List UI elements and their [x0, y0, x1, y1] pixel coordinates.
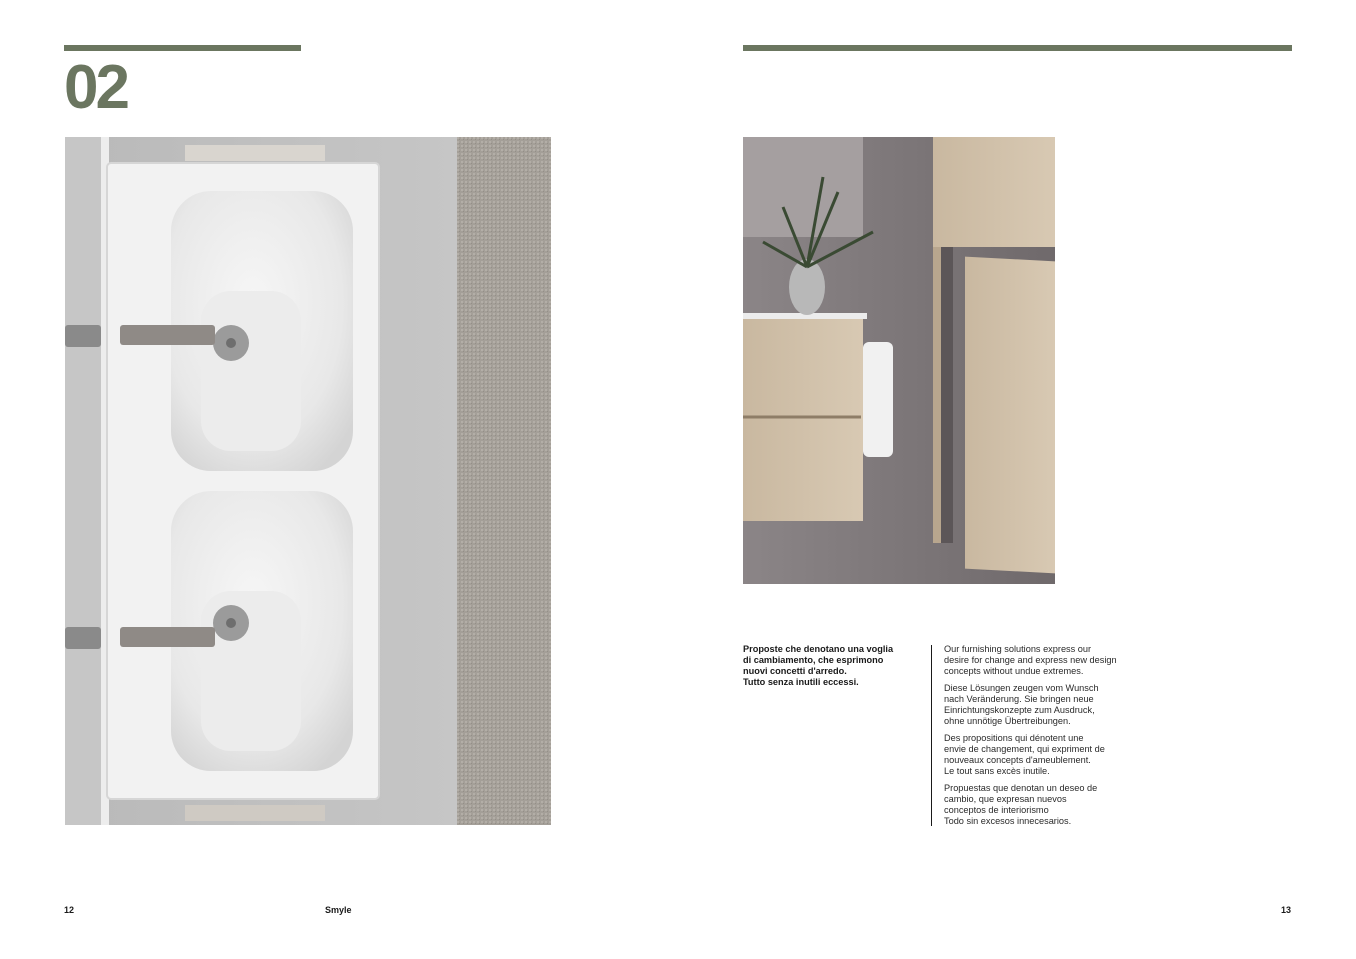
text-line: Einrichtungskonzepte zum Ausdruck,	[944, 705, 1095, 715]
german-paragraph	[944, 683, 1134, 727]
translations	[944, 644, 1134, 833]
text-line: Des propositions qui dénotent une	[944, 733, 1084, 743]
text-line: ohne unnötige Übertreibungen.	[944, 716, 1071, 726]
french-paragraph	[944, 733, 1134, 777]
page-number-left: 12	[64, 905, 75, 915]
italian-lead-text	[743, 644, 913, 688]
text-line: nouveaux concepts d'ameublement.	[944, 755, 1091, 765]
text-line: envie de changement, qui expriment de	[944, 744, 1105, 754]
lead-line: di cambiamento, che esprimono	[743, 655, 884, 665]
english-paragraph	[944, 644, 1134, 677]
lead-line: nuovi concetti d'arredo.	[743, 666, 847, 676]
text-line: Le tout sans excès inutile.	[944, 766, 1050, 776]
wall-cabinet-photo	[743, 137, 1055, 584]
chapter-number: 02	[64, 53, 127, 122]
text-divider	[931, 645, 932, 826]
lead-line: Tutto senza inutili eccessi.	[743, 677, 859, 687]
double-washbasin-photo	[65, 137, 551, 825]
text-line: concepts without undue extremes.	[944, 666, 1084, 676]
page-number-right: 13	[1281, 905, 1292, 915]
text-line: Propuestas que denotan un deseo de	[944, 783, 1098, 793]
chapter-rule-left	[64, 45, 301, 51]
text-line: Our furnishing solutions express our	[944, 644, 1092, 654]
text-line: cambio, que expresan nuevos	[944, 794, 1067, 804]
spanish-paragraph	[944, 783, 1134, 827]
lead-line: Proposte che denotano una voglia	[743, 644, 894, 654]
text-line: desire for change and express new design	[944, 655, 1117, 665]
text-line: nach Veränderung. Sie bringen neue	[944, 694, 1094, 704]
chapter-rule-right	[743, 45, 1292, 51]
text-line: conceptos de interiorismo	[944, 805, 1049, 815]
text-line: Todo sin excesos innecesarios.	[944, 816, 1072, 826]
brand-name: Smyle	[325, 905, 352, 915]
text-line: Diese Lösungen zeugen vom Wunsch	[944, 683, 1099, 693]
